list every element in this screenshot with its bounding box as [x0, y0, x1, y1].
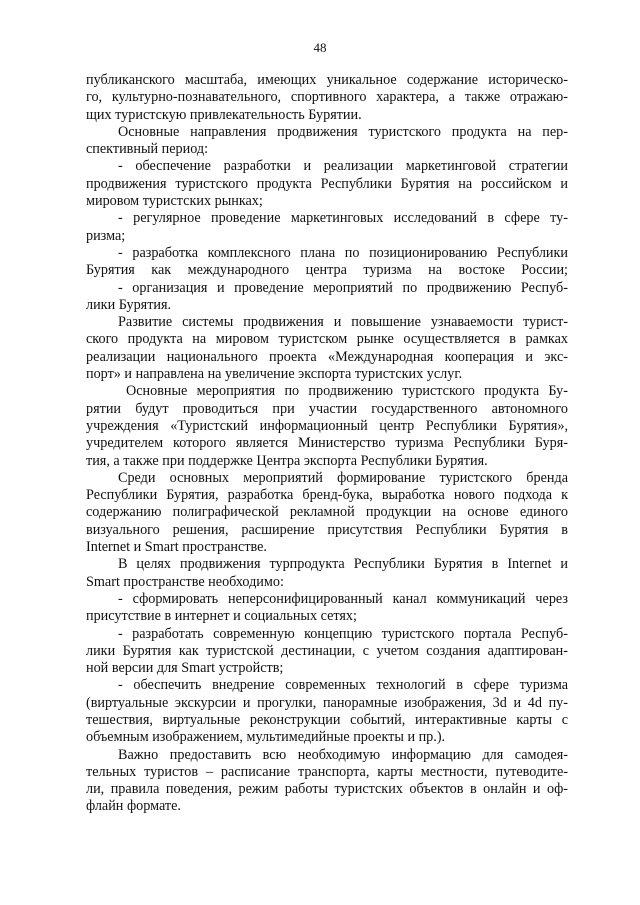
text-line: продвижения туристского продукта Республики Бурятия на российском и [86, 175, 568, 192]
text-line: публиканского масштаба, имеющих уникальное содержание историческо- [86, 72, 568, 88]
text-line: учреждения «Туристский информационный центр Республики Бурятия», [86, 417, 568, 434]
text-line: - разработка комплексного плана по позиционированию Республики [118, 244, 568, 261]
text-line: В целях продвижения турпродукта Республики Бурятия в Internet и [118, 556, 568, 573]
text-line: - регулярное проведение маркетинговых исследований в сфере ту- [118, 210, 568, 227]
text-line: объемным изображением, мультимедийные проекты и пр.). [86, 729, 446, 746]
text-line: ризма; [86, 227, 126, 244]
text-line: Развитие системы продвижения и повышение узнаваемости турист- [118, 314, 568, 331]
text-line: го, культурно-познавательного, спортивного характера, а также отражаю- [86, 89, 568, 106]
text-line: флайн формате. [86, 798, 181, 815]
text-line: лики Бурятия. [86, 296, 172, 313]
text-line: Важно предоставить всю необходимую информацию для самодея- [118, 746, 568, 763]
text-line: - обеспечить внедрение современных технологий в сфере туризма [118, 677, 568, 694]
text-line: визуального решения, расширение присутствия Республики Бурятия в [86, 521, 568, 538]
text-line: содержанию полиграфической рекламной продукции на основе единого [86, 504, 568, 521]
text-line: ли, правила поведения, режим работы туристских объектов в онлайн и оф- [86, 781, 568, 798]
text-line: присутствие в интернет и социальных сетях; [86, 608, 357, 625]
text-line: - обеспечение разработки и реализации маркетинговой стратегии [118, 158, 568, 175]
text-line: порт» и направлена на увеличение экспорта туристских услуг. [86, 366, 463, 383]
body-text [86, 72, 568, 816]
text-line: тия, а также при поддержке Центра экспорта Республики Бурятия. [86, 452, 488, 469]
page-number: 48 [313, 40, 327, 55]
text-line: тельных туристов – расписание транспорта, карты местности, путеводите- [86, 763, 568, 780]
text-line: Основные мероприятия по продвижению туристского продукта Бу- [126, 383, 568, 400]
text-line: щих туристскую привлекательность Бурятии. [86, 106, 362, 123]
text-line: реализации национального проекта «Международная кооперация и экс- [86, 348, 568, 365]
text-line: мировом туристских рынках; [86, 193, 263, 210]
text-line: Smart пространстве необходимо: [86, 573, 284, 590]
text-line: рятии будут проводиться при участии государственного автономного [86, 400, 568, 417]
text-line: ной версии для Smart устройств; [86, 660, 284, 677]
text-line: лики Бурятия как туристской дестинации, с учетом создания адаптирован- [86, 642, 568, 659]
text-line: Бурятия как международного центра туризма на востоке России; [86, 262, 568, 279]
text-line: - сформировать неперсонифицированный канал коммуникаций через [118, 590, 568, 607]
text-line: Республики Бурятия, разработка бренд-бука, выработка нового подхода к [86, 487, 568, 504]
text-line: (виртуальные экскурсии и прогулки, панорамные изображения, 3d и 4d пу- [86, 694, 568, 711]
text-line: - организация и проведение мероприятий по продвижению Респуб- [118, 279, 568, 296]
text-line: Internet и Smart пространстве. [86, 539, 267, 556]
text-line: ского продукта на мировом туристском рынке осуществляется в рамках [86, 331, 568, 348]
text-line: - разработать современную концепцию туристского портала Респуб- [118, 625, 568, 642]
text-line: учредителем которого является Министерство туризма Республики Буря- [86, 435, 568, 452]
text-line: тешествия, виртуальные реконструкции событий, интерактивные карты с [86, 711, 568, 728]
text-line: Среди основных мероприятий формирование туристского бренда [118, 469, 568, 486]
text-line: спективный период: [86, 141, 209, 158]
text-line: Основные направления продвижения туристского продукта на пер- [118, 123, 568, 140]
